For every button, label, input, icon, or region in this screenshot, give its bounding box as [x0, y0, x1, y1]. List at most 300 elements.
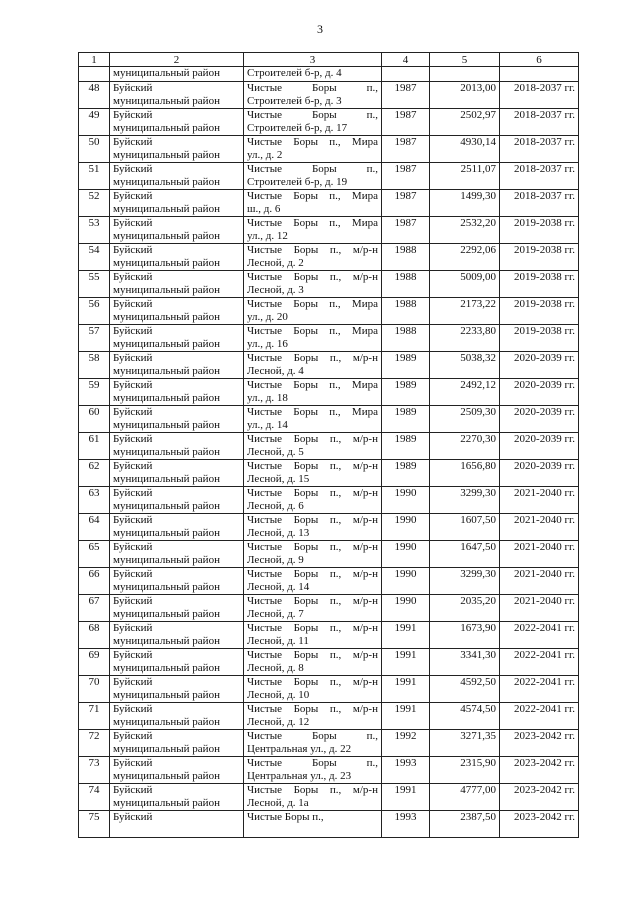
- district-cell: [110, 730, 244, 757]
- district-cell-line: Буйский: [113, 676, 153, 688]
- column-header: 6: [500, 53, 579, 67]
- period-cell: 2018-2037 гг.: [500, 109, 579, 136]
- address-cell-line: Чистые Боры п., м/р-н: [247, 271, 378, 283]
- address-cell-line: Лесной, д. 5: [247, 446, 304, 458]
- address-cell-line: Чистые Боры п., м/р-н: [247, 784, 378, 796]
- address-cell-line: Лесной, д. 6: [247, 500, 304, 512]
- address-cell-line: Чистые Боры п., Мира: [247, 325, 378, 337]
- year-cell: 1988: [382, 298, 430, 325]
- address-cell-line: Чистые Боры п., м/р-н: [247, 622, 378, 634]
- area-cell: 4574,50: [430, 703, 500, 730]
- district-cell-line: Буйский: [113, 487, 153, 499]
- year-cell: 1987: [382, 217, 430, 244]
- year-cell: 1992: [382, 730, 430, 757]
- number-cell: 48: [79, 82, 110, 109]
- address-cell-line: Чистые Боры п., Мира: [247, 136, 378, 148]
- district-cell-line: муниципальный район: [113, 716, 220, 728]
- year-cell: 1990: [382, 514, 430, 541]
- year-cell: 1989: [382, 433, 430, 460]
- address-cell: [244, 271, 382, 298]
- table-row: [79, 595, 579, 622]
- district-cell-line: муниципальный район: [113, 581, 220, 593]
- table-row: [79, 190, 579, 217]
- district-cell: [110, 406, 244, 433]
- year-cell: 1987: [382, 109, 430, 136]
- address-cell-line: ул., д. 2: [247, 149, 283, 161]
- area-cell: 3341,30: [430, 649, 500, 676]
- address-cell-line: Чистые Боры п., Мира: [247, 406, 378, 418]
- district-cell-line: муниципальный район: [113, 608, 220, 620]
- area-cell: 2532,20: [430, 217, 500, 244]
- address-cell: [244, 406, 382, 433]
- number-cell: 55: [79, 271, 110, 298]
- period-cell: 2020-2039 гг.: [500, 406, 579, 433]
- district-cell-line: Буйский: [113, 622, 153, 634]
- period-cell: 2019-2038 гг.: [500, 271, 579, 298]
- column-header: 1: [79, 53, 110, 67]
- number-cell: 54: [79, 244, 110, 271]
- year-cell: 1990: [382, 595, 430, 622]
- period-cell: 2019-2038 гг.: [500, 217, 579, 244]
- district-cell: [110, 784, 244, 811]
- district-cell-line: Буйский: [113, 352, 153, 364]
- address-cell-line: Чистые Боры п.,: [247, 811, 324, 823]
- district-cell-line: муниципальный район: [113, 797, 220, 809]
- address-cell-line: Чистые Боры п., м/р-н: [247, 568, 378, 580]
- district-cell-line: Буйский: [113, 190, 153, 202]
- address-cell: [244, 217, 382, 244]
- period-cell: 2018-2037 гг.: [500, 136, 579, 163]
- address-cell-line: Чистые Боры п., Мира: [247, 190, 378, 202]
- district-cell-line: Буйский: [113, 460, 153, 472]
- area-cell: 4930,14: [430, 136, 500, 163]
- district-cell: [110, 244, 244, 271]
- area-cell: 4777,00: [430, 784, 500, 811]
- district-cell-line: муниципальный район: [113, 527, 220, 539]
- district-cell-line: Буйский: [113, 595, 153, 607]
- year-cell: 1991: [382, 703, 430, 730]
- district-cell-line: муниципальный район: [113, 176, 220, 188]
- district-cell: муниципальный район: [110, 67, 244, 82]
- district-cell-line: муниципальный район: [113, 365, 220, 377]
- number-cell: 72: [79, 730, 110, 757]
- address-cell: [244, 352, 382, 379]
- period-cell: 2021-2040 гг.: [500, 568, 579, 595]
- area-cell: 2013,00: [430, 82, 500, 109]
- district-cell: [110, 433, 244, 460]
- address-cell: [244, 433, 382, 460]
- period-cell: 2019-2038 гг.: [500, 325, 579, 352]
- period-cell: 2022-2041 гг.: [500, 676, 579, 703]
- area-cell: 2509,30: [430, 406, 500, 433]
- column-header: 4: [382, 53, 430, 67]
- district-cell-line: муниципальный район: [113, 257, 220, 269]
- address-cell: [244, 514, 382, 541]
- district-cell-line: Буйский: [113, 649, 153, 661]
- number-cell: 52: [79, 190, 110, 217]
- address-cell: [244, 244, 382, 271]
- district-cell: [110, 676, 244, 703]
- period-cell: 2021-2040 гг.: [500, 514, 579, 541]
- district-cell-line: муниципальный район: [113, 203, 220, 215]
- district-cell: [110, 460, 244, 487]
- number-cell: 65: [79, 541, 110, 568]
- district-cell-line: Буйский: [113, 730, 153, 742]
- period-cell: 2018-2037 гг.: [500, 163, 579, 190]
- district-cell: [110, 541, 244, 568]
- address-cell: [244, 136, 382, 163]
- district-cell: [110, 649, 244, 676]
- district-cell: [110, 298, 244, 325]
- district-cell-line: Буйский: [113, 784, 153, 796]
- period-cell: 2019-2038 гг.: [500, 244, 579, 271]
- address-cell-line: Чистые Боры п., м/р-н: [247, 460, 378, 472]
- address-cell-line: ул., д. 14: [247, 419, 288, 431]
- address-cell-line: Лесной, д. 14: [247, 581, 310, 593]
- district-cell-line: муниципальный район: [113, 662, 220, 674]
- table-row: [79, 136, 579, 163]
- period-cell: [500, 67, 579, 82]
- area-cell: 2035,20: [430, 595, 500, 622]
- address-cell-line: ул., д. 20: [247, 311, 288, 323]
- district-cell-line: Буйский: [113, 568, 153, 580]
- period-cell: 2021-2040 гг.: [500, 487, 579, 514]
- year-cell: 1989: [382, 406, 430, 433]
- number-cell: 53: [79, 217, 110, 244]
- address-cell: [244, 730, 382, 757]
- district-cell-line: муниципальный район: [113, 392, 220, 404]
- area-cell: 3299,30: [430, 568, 500, 595]
- district-cell-line: муниципальный район: [113, 419, 220, 431]
- address-cell: [244, 325, 382, 352]
- address-cell-line: Чистые Боры п., м/р-н: [247, 244, 378, 256]
- district-cell-line: муниципальный район: [113, 635, 220, 647]
- address-cell: [244, 460, 382, 487]
- district-cell: [110, 379, 244, 406]
- year-cell: 1988: [382, 325, 430, 352]
- district-cell-line: Буйский: [113, 217, 153, 229]
- district-cell-line: муниципальный район: [113, 338, 220, 350]
- address-cell-line: Чистые Боры п., м/р-н: [247, 352, 378, 364]
- period-cell: 2023-2042 гг.: [500, 784, 579, 811]
- address-cell-line: ул., д. 12: [247, 230, 288, 242]
- table-row: [79, 163, 579, 190]
- address-cell: [244, 703, 382, 730]
- address-cell-line: Чистые Боры п., Мира: [247, 217, 378, 229]
- number-cell: 61: [79, 433, 110, 460]
- area-cell: 2173,22: [430, 298, 500, 325]
- district-cell-line: муниципальный район: [113, 230, 220, 242]
- year-cell: [382, 67, 430, 82]
- district-cell: [110, 568, 244, 595]
- area-cell: 2233,80: [430, 325, 500, 352]
- district-cell: [110, 325, 244, 352]
- district-cell-line: Буйский: [113, 433, 153, 445]
- address-cell-line: Чистые Боры п., м/р-н: [247, 703, 378, 715]
- area-cell: 1656,80: [430, 460, 500, 487]
- number-cell: 70: [79, 676, 110, 703]
- table-row: [79, 217, 579, 244]
- number-cell: 62: [79, 460, 110, 487]
- number-cell: 49: [79, 109, 110, 136]
- year-cell: 1993: [382, 757, 430, 784]
- address-cell-line: Чистые Боры п., м/р-н: [247, 433, 378, 445]
- address-cell: [244, 622, 382, 649]
- address-cell-line: Чистые Боры п., м/р-н: [247, 487, 378, 499]
- address-cell-line: Чистые Боры п., м/р-н: [247, 676, 378, 688]
- table-row: [79, 514, 579, 541]
- address-cell: [244, 190, 382, 217]
- district-cell-line: Буйский: [113, 298, 153, 310]
- year-cell: 1987: [382, 190, 430, 217]
- number-cell: 73: [79, 757, 110, 784]
- district-cell: [110, 163, 244, 190]
- address-cell-line: Строителей б-р, д. 17: [247, 122, 348, 134]
- address-cell: [244, 163, 382, 190]
- table-row: [79, 82, 579, 109]
- period-cell: 2018-2037 гг.: [500, 82, 579, 109]
- address-cell-line: Лесной, д. 9: [247, 554, 304, 566]
- number-cell: 59: [79, 379, 110, 406]
- address-cell-line: Чистые Боры п., Мира: [247, 298, 378, 310]
- year-cell: 1987: [382, 163, 430, 190]
- district-cell: [110, 622, 244, 649]
- district-cell-line: Буйский: [113, 136, 153, 148]
- area-cell: 2502,97: [430, 109, 500, 136]
- district-cell-line: Буйский: [113, 703, 153, 715]
- period-cell: 2021-2040 гг.: [500, 595, 579, 622]
- period-cell: 2020-2039 гг.: [500, 352, 579, 379]
- column-header: 2: [110, 53, 244, 67]
- district-cell-line: муниципальный район: [113, 473, 220, 485]
- district-cell: [110, 190, 244, 217]
- table-body: [79, 53, 579, 838]
- address-cell-line: Лесной, д. 13: [247, 527, 310, 539]
- year-cell: 1989: [382, 379, 430, 406]
- number-cell: [79, 67, 110, 82]
- year-cell: 1987: [382, 136, 430, 163]
- number-cell: 64: [79, 514, 110, 541]
- year-cell: 1990: [382, 568, 430, 595]
- year-cell: 1988: [382, 271, 430, 298]
- address-cell-line: ш., д. 6: [247, 203, 281, 215]
- housing-table: [78, 52, 579, 838]
- address-cell: [244, 109, 382, 136]
- address-cell-line: Строителей б-р, д. 19: [247, 176, 348, 188]
- area-cell: 2492,12: [430, 379, 500, 406]
- area-cell: 3271,35: [430, 730, 500, 757]
- number-cell: 60: [79, 406, 110, 433]
- address-cell-line: Строителей б-р, д. 3: [247, 95, 342, 107]
- district-cell-line: муниципальный район: [113, 446, 220, 458]
- address-cell: [244, 298, 382, 325]
- address-cell: [244, 379, 382, 406]
- district-cell-line: муниципальный район: [113, 689, 220, 701]
- year-cell: 1991: [382, 622, 430, 649]
- continuation-row: [79, 67, 579, 82]
- table-row: [79, 244, 579, 271]
- year-cell: 1993: [382, 811, 430, 838]
- period-cell: 2020-2039 гг.: [500, 379, 579, 406]
- district-cell-line: муниципальный район: [113, 149, 220, 161]
- area-cell: 3299,30: [430, 487, 500, 514]
- area-cell: 1607,50: [430, 514, 500, 541]
- area-cell: 2270,30: [430, 433, 500, 460]
- address-cell-line: Лесной, д. 10: [247, 689, 310, 701]
- district-cell-line: муниципальный район: [113, 122, 220, 134]
- district-cell: [110, 352, 244, 379]
- district-cell-line: Буйский: [113, 271, 153, 283]
- address-cell-line: ул., д. 16: [247, 338, 288, 350]
- period-cell: 2022-2041 гг.: [500, 622, 579, 649]
- district-cell-line: Буйский: [113, 379, 153, 391]
- district-cell-line: муниципальный район: [113, 95, 220, 107]
- table-row: [79, 757, 579, 784]
- address-cell-line: ул., д. 18: [247, 392, 288, 404]
- period-cell: 2020-2039 гг.: [500, 460, 579, 487]
- district-cell-line: Буйский: [113, 109, 153, 121]
- address-cell-line: Лесной, д. 8: [247, 662, 304, 674]
- table-row: [79, 811, 579, 838]
- area-cell: 2292,06: [430, 244, 500, 271]
- address-cell-line: Чистые Боры п.,: [247, 757, 378, 769]
- address-cell-line: Чистые Боры п., Мира: [247, 379, 378, 391]
- address-cell: [244, 676, 382, 703]
- district-cell-line: Буйский: [113, 406, 153, 418]
- address-cell-line: Чистые Боры п., м/р-н: [247, 595, 378, 607]
- address-cell-line: Чистые Боры п., м/р-н: [247, 514, 378, 526]
- area-cell: 5009,00: [430, 271, 500, 298]
- district-cell-line: муниципальный район: [113, 554, 220, 566]
- district-cell: [110, 703, 244, 730]
- number-cell: 51: [79, 163, 110, 190]
- period-cell: 2023-2042 гг.: [500, 811, 579, 838]
- area-cell: 1499,30: [430, 190, 500, 217]
- district-cell-line: Буйский: [113, 757, 153, 769]
- year-cell: 1990: [382, 487, 430, 514]
- number-cell: 66: [79, 568, 110, 595]
- address-cell: [244, 595, 382, 622]
- number-cell: 56: [79, 298, 110, 325]
- address-cell: [244, 811, 382, 838]
- year-cell: 1991: [382, 649, 430, 676]
- number-cell: 69: [79, 649, 110, 676]
- address-cell-line: Чистые Боры п., м/р-н: [247, 649, 378, 661]
- period-cell: 2020-2039 гг.: [500, 433, 579, 460]
- area-cell: 2315,90: [430, 757, 500, 784]
- table-row: [79, 649, 579, 676]
- table-row: [79, 622, 579, 649]
- district-cell: [110, 271, 244, 298]
- district-cell: [110, 82, 244, 109]
- address-cell-line: Лесной, д. 3: [247, 284, 304, 296]
- district-cell-line: муниципальный район: [113, 311, 220, 323]
- year-cell: 1988: [382, 244, 430, 271]
- period-cell: 2022-2041 гг.: [500, 649, 579, 676]
- address-cell-line: Лесной, д. 11: [247, 635, 309, 647]
- table-row: [79, 109, 579, 136]
- page-number: 3: [317, 22, 323, 36]
- table-row: [79, 433, 579, 460]
- number-cell: 75: [79, 811, 110, 838]
- table-row: [79, 541, 579, 568]
- district-cell-line: муниципальный район: [113, 284, 220, 296]
- year-cell: 1987: [382, 82, 430, 109]
- address-cell-line: Лесной, д. 2: [247, 257, 304, 269]
- address-cell: [244, 568, 382, 595]
- number-cell: 63: [79, 487, 110, 514]
- period-cell: 2023-2042 гг.: [500, 730, 579, 757]
- address-cell-line: Чистые Боры п.,: [247, 109, 378, 121]
- district-cell-line: Буйский: [113, 244, 153, 256]
- district-cell-line: Буйский: [113, 163, 153, 175]
- area-cell: 1647,50: [430, 541, 500, 568]
- table-row: [79, 379, 579, 406]
- district-cell: [110, 757, 244, 784]
- address-cell-line: Центральная ул., д. 22: [247, 743, 352, 755]
- table-row: [79, 325, 579, 352]
- table-row: [79, 460, 579, 487]
- address-cell: [244, 487, 382, 514]
- district-cell: [110, 136, 244, 163]
- column-header: 3: [244, 53, 382, 67]
- address-cell: [244, 82, 382, 109]
- address-cell: [244, 784, 382, 811]
- table-row: [79, 676, 579, 703]
- period-cell: 2022-2041 гг.: [500, 703, 579, 730]
- area-cell: 2387,50: [430, 811, 500, 838]
- address-cell-line: Чистые Боры п.,: [247, 730, 378, 742]
- district-cell: [110, 217, 244, 244]
- address-cell: [244, 541, 382, 568]
- number-cell: 58: [79, 352, 110, 379]
- address-cell: [244, 757, 382, 784]
- address-cell-line: Лесной, д. 1а: [247, 797, 309, 809]
- table-row: [79, 703, 579, 730]
- address-cell-line: Лесной, д. 7: [247, 608, 304, 620]
- address-cell-line: Чистые Боры п., м/р-н: [247, 541, 378, 553]
- address-cell: Строителей б-р, д. 4: [244, 67, 382, 82]
- district-cell-line: муниципальный район: [113, 770, 220, 782]
- address-cell-line: Лесной, д. 4: [247, 365, 304, 377]
- district-cell-line: Буйский: [113, 514, 153, 526]
- period-cell: 2023-2042 гг.: [500, 757, 579, 784]
- district-cell-line: Буйский: [113, 82, 153, 94]
- year-cell: 1989: [382, 352, 430, 379]
- number-cell: 67: [79, 595, 110, 622]
- table-row: [79, 298, 579, 325]
- year-cell: 1991: [382, 676, 430, 703]
- table-row: [79, 271, 579, 298]
- district-cell: [110, 109, 244, 136]
- area-cell: [430, 67, 500, 82]
- district-cell: [110, 811, 244, 838]
- district-cell-line: муниципальный район: [113, 743, 220, 755]
- column-header: 5: [430, 53, 500, 67]
- address-cell: [244, 649, 382, 676]
- table-header-row: [79, 53, 579, 67]
- address-cell-line: Лесной, д. 12: [247, 716, 310, 728]
- address-cell-line: Чистые Боры п.,: [247, 163, 378, 175]
- district-cell-line: Буйский: [113, 541, 153, 553]
- number-cell: 57: [79, 325, 110, 352]
- area-cell: 5038,32: [430, 352, 500, 379]
- table-row: [79, 406, 579, 433]
- table-row: [79, 784, 579, 811]
- table-row: [79, 730, 579, 757]
- year-cell: 1991: [382, 784, 430, 811]
- year-cell: 1990: [382, 541, 430, 568]
